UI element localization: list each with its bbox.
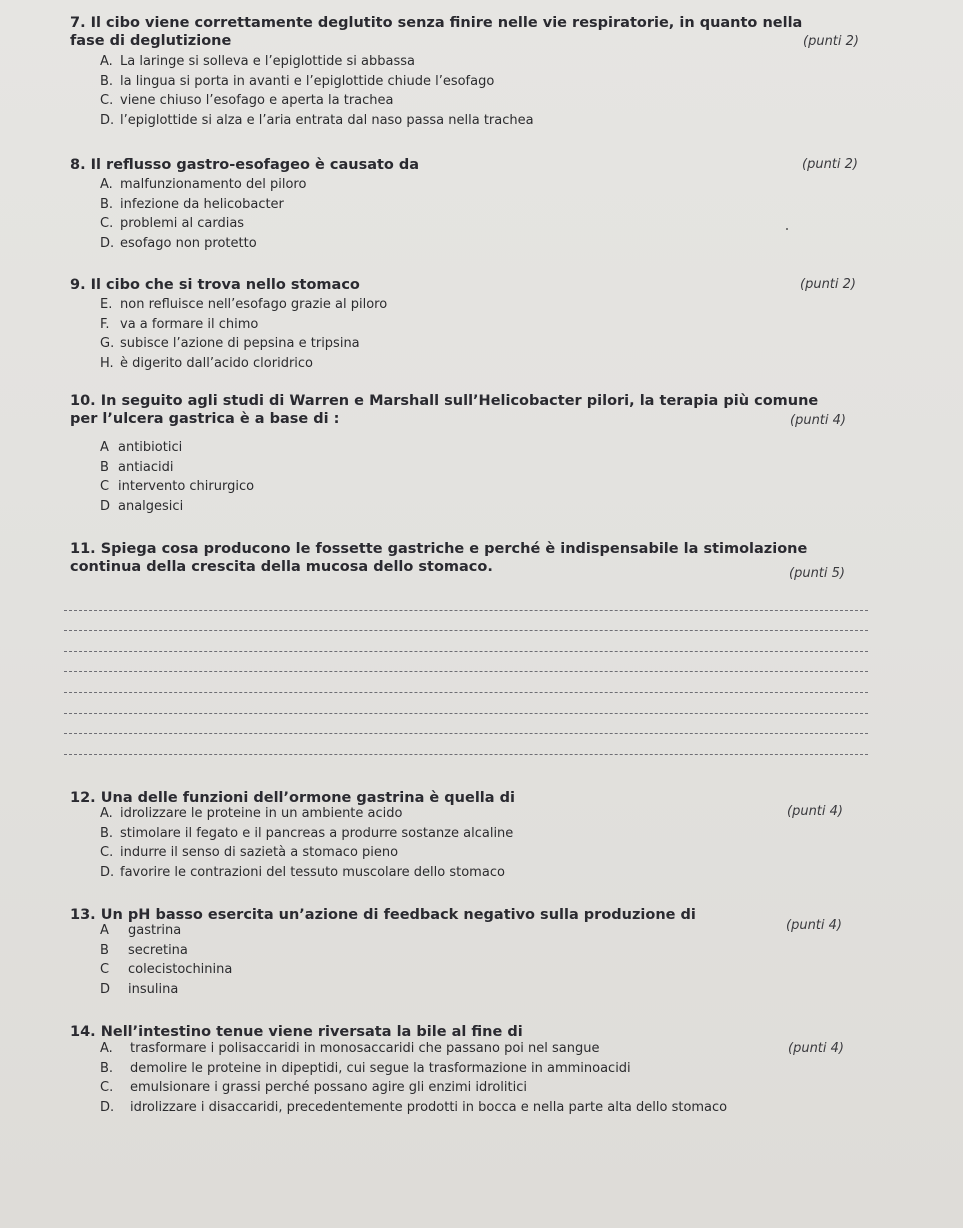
option-text: è digerito dall’acido cloridrico: [120, 355, 314, 371]
option-letter: B.: [100, 1060, 114, 1076]
question-11-title: [70, 540, 880, 576]
option-letter: C: [100, 479, 110, 494]
option-letter: E.: [100, 297, 113, 312]
option: [100, 497, 880, 517]
option-text: non refluisce nell’esofago grazie al piloro: [120, 297, 388, 312]
option-text: emulsionare i grassi perché possano agire gli enzimi idrolitici: [130, 1080, 527, 1095]
option: [100, 960, 880, 980]
option: [100, 477, 880, 497]
option-letter: D.: [100, 235, 115, 251]
question-9-points: (punti 2): [800, 277, 856, 292]
option-letter: B.: [100, 825, 114, 841]
question-10-title: [70, 392, 880, 428]
option: [100, 1039, 880, 1059]
option-letter: A: [100, 923, 109, 938]
answer-line[interactable]: [64, 714, 868, 735]
option: [100, 175, 880, 195]
answer-line[interactable]: [64, 611, 868, 632]
question-13: [70, 906, 880, 999]
question-12-points: (punti 4): [787, 804, 843, 819]
question-12: [70, 789, 880, 882]
option-letter: B.: [100, 73, 114, 89]
option-text: infezione da helicobacter: [120, 196, 284, 212]
option: [100, 195, 880, 215]
question-11-title-line1: 11. Spiega cosa producono le fossette gastriche e perché è indispensabile la stimolazione: [70, 541, 808, 557]
option: [100, 315, 880, 335]
question-13-points: (punti 4): [786, 918, 842, 933]
option-text: idrolizzare i disaccaridi, precedentemente prodotti in bocca e nella parte alta dello stomaco: [130, 1099, 728, 1115]
option-text: intervento chirurgico: [118, 479, 255, 494]
option: [100, 980, 880, 1000]
option-letter: A.: [100, 1041, 113, 1056]
question-7-title: [70, 14, 880, 50]
option-text: esofago non protetto: [120, 235, 257, 251]
option: [100, 354, 880, 374]
answer-line[interactable]: [64, 590, 868, 611]
option-text: secretina: [128, 942, 188, 958]
option-text: va a formare il chimo: [120, 316, 259, 332]
option-letter: A.: [100, 177, 113, 192]
option-letter: D.: [100, 864, 115, 880]
question-11-points: (punti 5): [789, 566, 845, 581]
option-text: insulina: [128, 981, 179, 997]
option-text: antibiotici: [118, 440, 183, 455]
option-letter: C.: [100, 1080, 114, 1095]
option: [100, 824, 880, 844]
option-letter: A: [100, 440, 109, 455]
question-11-title-line2: continua della crescita della mucosa dello stomaco.: [70, 559, 493, 575]
option-letter: A.: [100, 806, 113, 821]
option: [100, 438, 880, 458]
speck: [786, 228, 788, 230]
option-text: viene chiuso l’esofago e aperta la trachea: [120, 93, 394, 108]
option: [100, 458, 880, 478]
question-12-title: 12. Una delle funzioni dell’ormone gastrina è quella di: [70, 790, 515, 806]
question-13-title: 13. Un pH basso esercita un’azione di feedback negativo sulla produzione di: [70, 907, 696, 923]
option-text: favorire le contrazioni del tessuto muscolare dello stomaco: [120, 864, 505, 880]
option: [100, 214, 880, 234]
option-text: indurre il senso di sazietà a stomaco pieno: [120, 845, 399, 860]
option-text: subisce l’azione di pepsina e tripsina: [120, 336, 360, 351]
option-letter: G.: [100, 336, 115, 351]
question-10: [70, 392, 880, 516]
option-letter: A.: [100, 54, 113, 69]
option: [100, 1059, 880, 1079]
question-8: [70, 156, 880, 253]
question-7: [70, 14, 880, 130]
option-text: trasformare i polisaccaridi in monosaccaridi che passano poi nel sangue: [130, 1041, 600, 1056]
option-text: l’epiglottide si alza e l’aria entrata dal naso passa nella trachea: [120, 112, 534, 128]
option: [100, 295, 880, 315]
option-letter: F.: [100, 316, 110, 332]
option-letter: D.: [100, 1099, 115, 1115]
answer-lines[interactable]: [64, 590, 868, 755]
question-9: [70, 276, 880, 373]
option: [100, 941, 880, 961]
option-letter: H.: [100, 355, 114, 371]
question-9-title: 9. Il cibo che si trova nello stomaco: [70, 277, 360, 293]
option-text: analgesici: [118, 498, 184, 514]
option-letter: D: [100, 981, 111, 997]
answer-line[interactable]: [64, 631, 868, 652]
option-text: problemi al cardias: [120, 216, 245, 231]
option-text: La laringe si solleva e l’epiglottide si abbassa: [120, 54, 415, 69]
question-11: [70, 540, 880, 581]
question-14: [70, 1023, 880, 1117]
option: [100, 234, 880, 254]
option: [100, 1098, 880, 1118]
question-10-title-line2: per l’ulcera gastrica è a base di :: [70, 411, 340, 427]
question-8-title: 8. Il reflusso gastro-esofageo è causato da: [70, 157, 420, 173]
option: [100, 52, 880, 72]
question-7-title-line1: 7. Il cibo viene correttamente deglutito senza finire nelle vie respiratorie, in quanto nella: [70, 15, 803, 31]
option: [100, 863, 880, 883]
question-14-title: 14. Nell’intestino tenue viene riversata la bile al fine di: [70, 1024, 523, 1040]
answer-line[interactable]: [64, 734, 868, 755]
option-letter: B: [100, 942, 109, 958]
question-8-points: (punti 2): [802, 157, 858, 172]
option: [100, 91, 880, 111]
answer-line[interactable]: [64, 693, 868, 714]
option-text: antiacidi: [118, 459, 174, 475]
answer-line[interactable]: [64, 652, 868, 673]
option-text: colecistochinina: [128, 962, 233, 977]
option-text: gastrina: [128, 923, 182, 938]
option-letter: C.: [100, 845, 114, 860]
option-letter: D.: [100, 112, 115, 128]
option-letter: C.: [100, 93, 114, 108]
option-text: idrolizzare le proteine in un ambiente acido: [120, 806, 403, 821]
question-14-points: (punti 4): [788, 1041, 844, 1056]
answer-line[interactable]: [64, 672, 868, 693]
option-text: stimolare il fegato e il pancreas a produrre sostanze alcaline: [120, 825, 514, 841]
option: [100, 843, 880, 863]
option: [100, 72, 880, 92]
option-letter: D: [100, 498, 111, 514]
option: [100, 1078, 880, 1098]
option-letter: B.: [100, 196, 114, 212]
question-10-title-line1: 10. In seguito agli studi di Warren e Marshall sull’Helicobacter pilori, la terapia più comune: [70, 393, 819, 409]
option-text: la lingua si porta in avanti e l’epiglottide chiude l’esofago: [120, 73, 495, 89]
question-7-points: (punti 2): [803, 34, 859, 49]
option-text: malfunzionamento del piloro: [120, 177, 307, 192]
option-text: demolire le proteine in dipeptidi, cui segue la trasformazione in amminoacidi: [130, 1060, 631, 1076]
option: [100, 111, 880, 131]
option-letter: C: [100, 962, 110, 977]
option: [100, 334, 880, 354]
option-letter: C.: [100, 216, 114, 231]
option-letter: B: [100, 459, 109, 475]
question-10-points: (punti 4): [790, 413, 846, 428]
question-7-title-line2: fase di deglutizione: [70, 33, 232, 49]
